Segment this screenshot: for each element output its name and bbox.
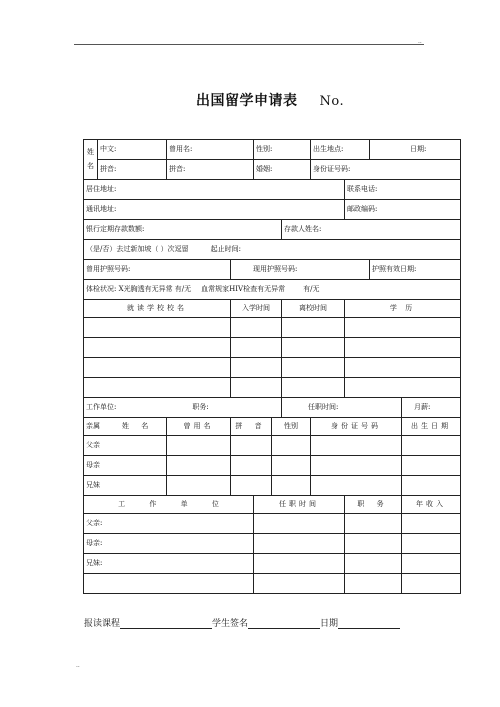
family-work-row [84, 534, 461, 554]
health-check-field[interactable]: 体检状况: X光胸透有无异常 有/无 血常规家HIV检查有无异常 有/无 [84, 280, 461, 300]
work-row [84, 398, 461, 418]
gender-header: 性别 [272, 418, 311, 436]
father-work-field[interactable]: 父亲: [84, 514, 254, 534]
family-work-header-row [84, 496, 461, 514]
passport-row [84, 260, 461, 280]
mother-work-field[interactable]: 母亲: [84, 534, 254, 554]
family-relation-mother: 母亲 [84, 456, 167, 476]
work-unit-header: 工 作 单 位 [84, 496, 254, 514]
former-name-field[interactable]: 曾用名: [167, 140, 254, 160]
header-rule [74, 44, 424, 45]
enrollment-date-header: 入学时间 [231, 300, 282, 318]
tenure-field[interactable]: 任职时间: [282, 398, 402, 418]
family-row [84, 476, 461, 496]
family-relation-father: 父亲 [84, 436, 167, 456]
leaving-date-header: 离校时间 [282, 300, 345, 318]
form-title [196, 90, 344, 110]
education-header: 学 历 [345, 300, 461, 318]
singapore-visit-row [84, 240, 461, 260]
deposit-amount-field[interactable]: 银行定期存款数额: [84, 220, 282, 240]
student-sign-label: 学生签名 [212, 619, 249, 629]
course-label: 报读课程 [84, 619, 121, 629]
family-row [84, 456, 461, 476]
address-row [84, 180, 461, 200]
number-label: No. [319, 94, 345, 109]
deposit-row [84, 220, 461, 240]
siblings-work-field[interactable]: 兄妹: [84, 554, 254, 574]
family-work-row [84, 554, 461, 574]
schools-header-row [84, 300, 461, 318]
mail-address-field[interactable]: 通讯地址: [84, 200, 345, 220]
birthplace-field[interactable]: 出生地点: [311, 140, 370, 160]
pinyin-header: 拼 音 [231, 418, 272, 436]
depositor-name-field[interactable]: 存款人姓名: [282, 220, 461, 240]
family-header-row [84, 418, 461, 436]
current-passport-field[interactable]: 现用护照号码: [231, 260, 370, 280]
course-input[interactable] [120, 619, 212, 629]
residence-address-field[interactable]: 居住地址: [84, 180, 345, 200]
header-mark: .. [418, 38, 422, 45]
school-row [84, 358, 461, 378]
pinyin-field-1[interactable]: 拼音: [98, 160, 167, 180]
family-relation-siblings: 兄妹 [84, 476, 167, 496]
former-name-header: 曾用名 [167, 418, 231, 436]
passport-validity-field[interactable]: 护照有效日期: [370, 260, 461, 280]
marriage-field[interactable]: 婚姻: [254, 160, 311, 180]
application-form-table [83, 139, 461, 594]
personal-row-2 [84, 160, 461, 180]
postcode-field[interactable]: 邮政编码: [345, 200, 461, 220]
health-row [84, 280, 461, 300]
chinese-name-field[interactable]: 中文: [98, 140, 167, 160]
signature-line [84, 616, 400, 629]
gender-field[interactable]: 性别: [254, 140, 311, 160]
singapore-visit-field[interactable]: （是/否）去过新加坡（ ）次逗留 起止时间: [84, 240, 461, 260]
id-number-header: 身份证号码 [311, 418, 402, 436]
birth-date-header: 出生日期 [402, 418, 461, 436]
work-unit-field[interactable]: 工作单位: 职务: [84, 398, 282, 418]
id-number-field[interactable]: 身份证号码: [311, 160, 461, 180]
phone-field[interactable]: 联系电话: [345, 180, 461, 200]
sign-date-label: 日期 [320, 619, 339, 629]
relation-header: 亲属 姓 名 [84, 418, 167, 436]
salary-field[interactable]: 月薪: [402, 398, 461, 418]
annual-income-header: 年收入 [402, 496, 461, 514]
old-passport-field[interactable]: 曾用护照号码: [84, 260, 231, 280]
personal-row-1 [84, 140, 461, 160]
name-label-cell: 姓 名 [84, 140, 98, 180]
school-name-header: 就读学校校名 [84, 300, 231, 318]
mail-address-row [84, 200, 461, 220]
family-work-row [84, 514, 461, 534]
title-text: 出国留学申请表 [196, 93, 298, 109]
sign-date-input[interactable] [338, 619, 400, 629]
school-row [84, 318, 461, 338]
school-row [84, 338, 461, 358]
footer-mark: .. [76, 662, 80, 669]
pinyin-field-2[interactable]: 拼音: [167, 160, 254, 180]
school-row [84, 378, 461, 398]
family-row [84, 436, 461, 456]
tenure-header: 任职时间 [254, 496, 345, 514]
family-work-row [84, 574, 461, 594]
position-header: 职 务 [345, 496, 402, 514]
birth-date-field[interactable]: 日期: [370, 140, 461, 160]
student-sign-input[interactable] [248, 619, 320, 629]
